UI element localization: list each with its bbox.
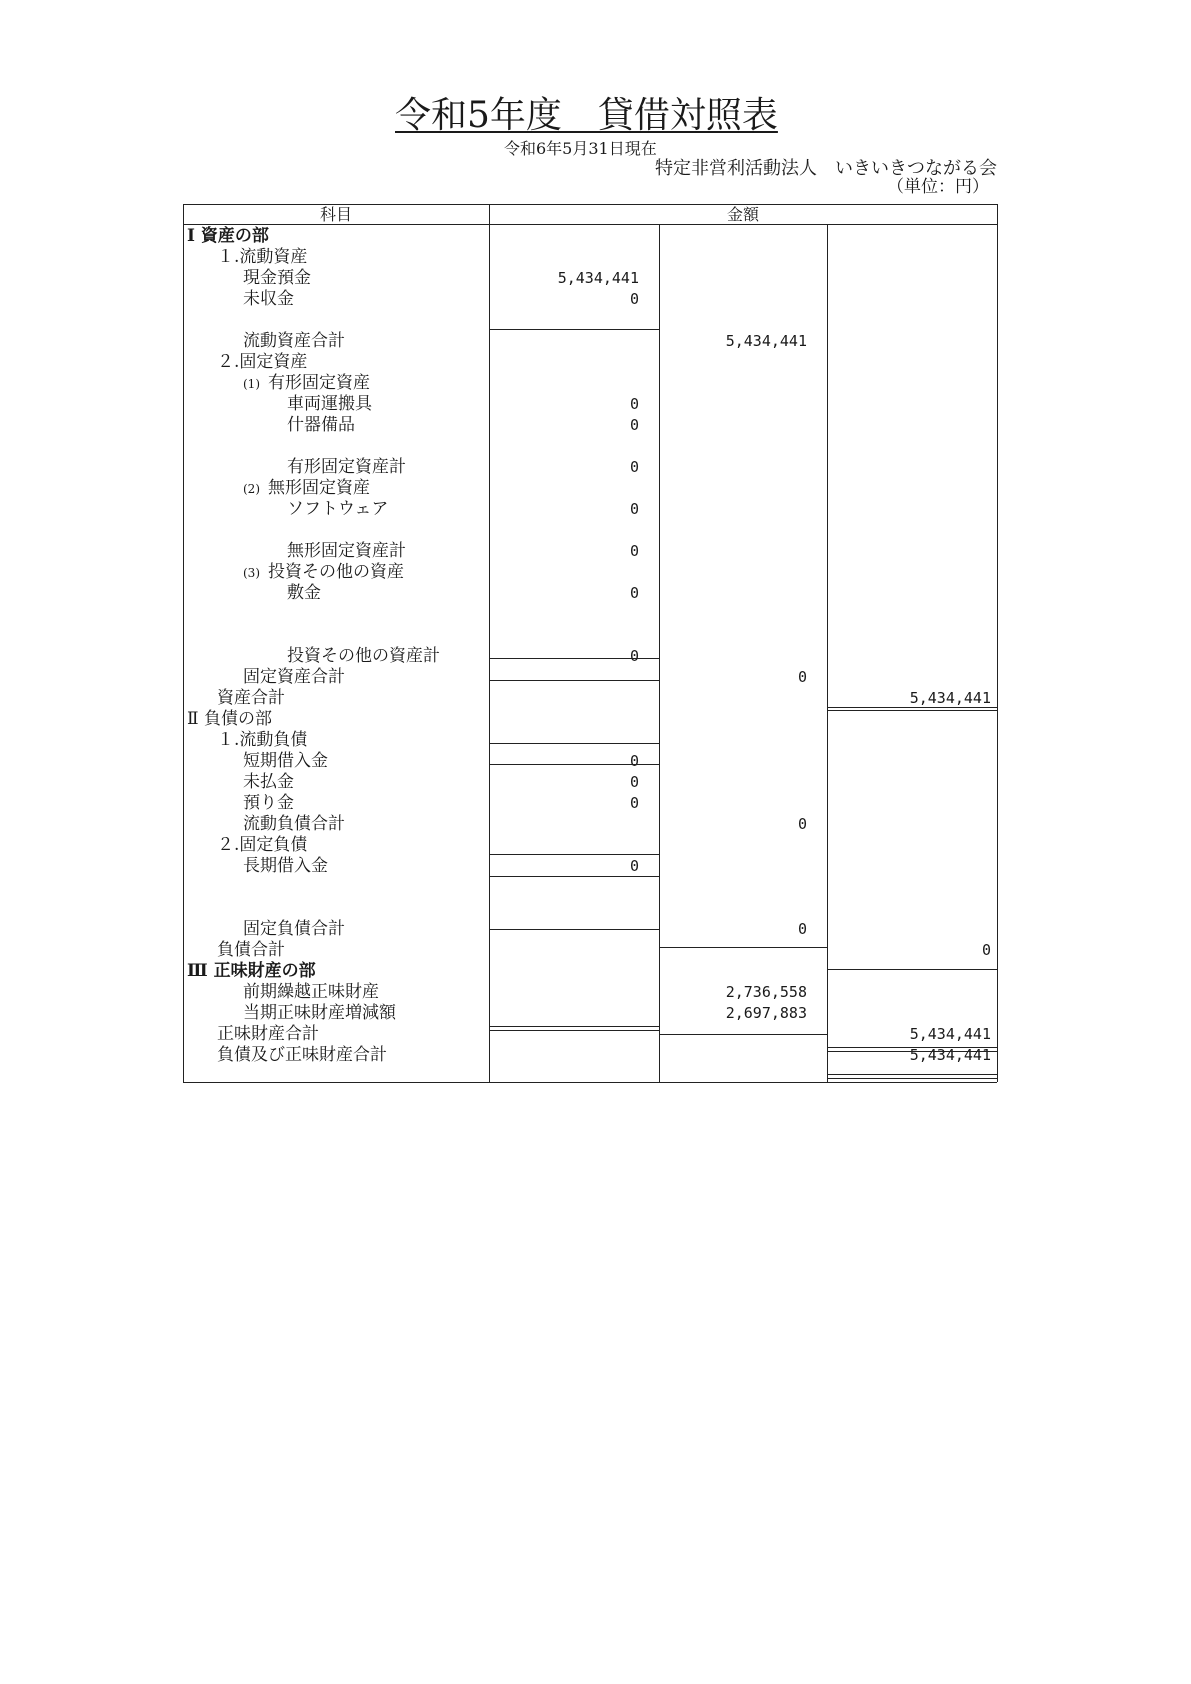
row-label-text: Ⅱ 負債の部 [187,709,272,729]
row-label-text: 流動負債合計 [243,814,345,834]
amount-cell: 5,434,441 [909,689,991,707]
rule-line [827,1047,997,1048]
rule-line [827,969,997,970]
amount-cell: 0 [629,794,639,812]
row-label-text: １.流動負債 [217,730,308,750]
row-label-text: 投資その他の資産 [268,562,404,582]
rule-line [489,1026,659,1027]
row-label [287,646,440,667]
column-divider [659,224,660,1082]
table-row [183,289,997,310]
row-label-text: ２.固定負債 [217,835,308,855]
row-label [243,331,345,352]
row-label-text: 固定資産合計 [243,667,345,687]
row-label-text: 預り金 [243,793,294,813]
row-label-text: １.流動資産 [217,247,308,267]
row-label-text: 無形固定資産 [268,478,370,498]
page-title: 令和5年度 貸借対照表 [395,95,778,136]
amount-cell: 5,434,441 [557,269,639,287]
row-label [243,751,328,772]
row-label [217,688,285,709]
row-label [287,415,355,436]
row-label [243,814,345,835]
table-row [183,982,997,1003]
amount-cell: 0 [981,941,991,959]
as-of-date: 令和6年5月31日現在 [504,139,657,158]
table-border [183,1082,997,1083]
row-label-text: Ⅰ 資産の部 [187,226,269,246]
table-row [183,1045,997,1066]
amount-cell: 2,697,883 [725,1004,807,1022]
row-label [287,583,321,604]
spacer-row [183,436,997,457]
row-label-text: 現金預金 [243,268,311,288]
rule-line [489,743,659,744]
table-row [183,688,997,709]
amount-cell: 0 [629,458,639,476]
column-header-subject: 科目 [319,205,352,224]
row-label [287,394,372,415]
spacer-row [183,520,997,541]
row-label [243,856,328,877]
row-label-text: Ⅲ 正味財産の部 [187,961,316,981]
row-label-text: 短期借入金 [243,751,328,771]
amount-cell: 0 [797,668,807,686]
row-label [187,709,272,730]
row-label [217,352,307,373]
amount-cell: 5,434,441 [909,1046,991,1064]
header-rule [183,224,997,225]
table-row [183,667,997,688]
row-label [217,1024,319,1045]
row-label-text: 資産合計 [217,688,285,708]
row-label-text: 未払金 [243,772,294,792]
table-row [183,1003,997,1024]
row-label [243,982,379,1003]
table-row [183,247,997,268]
rule-line [827,710,997,711]
table-row [183,751,997,772]
table-row [183,814,997,835]
table-row [183,646,997,667]
row-label [217,940,285,961]
table-row [183,562,997,583]
amount-cell: 0 [629,395,639,413]
amount-cell: 5,434,441 [725,332,807,350]
row-label [243,667,345,688]
amount-cell: 0 [629,290,639,308]
row-item-number: (3) [243,566,260,580]
row-label-text: 正味財産合計 [217,1024,319,1044]
table-row [183,499,997,520]
table-row [183,226,997,247]
row-item-number: (2) [243,482,260,496]
column-divider [827,224,828,1082]
spacer-row [183,310,997,331]
rule-line [489,1030,659,1031]
table-row [183,415,997,436]
rule-line [659,947,827,948]
rule-line [489,680,659,681]
row-label-text: 流動資産合計 [243,331,345,351]
table-row [183,772,997,793]
row-label [243,373,370,395]
row-label [217,247,307,268]
spacer-row [183,625,997,646]
row-label-text: 負債合計 [217,940,285,960]
rule-line [827,1074,997,1075]
row-label [243,1003,396,1024]
rule-line [827,707,997,708]
balance-sheet-table [183,204,997,1082]
row-label [217,730,307,751]
table-row [183,793,997,814]
rule-line [489,764,659,765]
amount-cell: 0 [629,416,639,434]
row-label [243,478,370,500]
column-header-amount: 金額 [726,205,759,224]
row-label [287,457,406,478]
row-label-text: 長期借入金 [243,856,328,876]
row-label [243,289,294,310]
table-border [183,204,184,1082]
rule-line [827,1078,997,1079]
table-row [183,961,997,982]
spacer-row [183,898,997,919]
row-label-text: 投資その他の資産計 [287,646,440,666]
row-label-text: 当期正味財産増減額 [243,1003,396,1023]
amount-cell: 0 [629,500,639,518]
table-row [183,709,997,730]
amount-cell: 5,434,441 [909,1025,991,1043]
row-label-text: 敷金 [287,583,321,603]
rule-line [489,658,659,659]
row-label-text: 無形固定資産計 [287,541,406,561]
row-label-text: 有形固定資産 [268,373,370,393]
rule-line [489,854,659,855]
table-row [183,331,997,352]
row-label [187,961,316,982]
row-label-text: ２.固定資産 [217,352,308,372]
row-label-text: 固定負債合計 [243,919,345,939]
row-item-number: (1) [243,377,260,391]
row-label [287,499,388,520]
row-label [217,1045,387,1066]
row-label-text: 有形固定資産計 [287,457,406,477]
amount-cell: 0 [797,920,807,938]
row-label [217,835,307,856]
row-label [243,772,294,793]
row-label-text: 未収金 [243,289,294,309]
rule-line [659,1034,827,1035]
amount-cell: 0 [629,857,639,875]
amount-cell: 2,736,558 [725,983,807,1001]
row-label-text: ソフトウェア [287,499,389,519]
row-label-text: 負債及び正味財産合計 [217,1045,387,1065]
amount-cell: 0 [629,773,639,791]
table-row [183,352,997,373]
rule-line [827,1051,997,1052]
amount-cell: 0 [629,584,639,602]
spacer-row [183,604,997,625]
column-divider [489,204,490,1082]
amount-cell: 0 [629,542,639,560]
table-row [183,835,997,856]
row-label [187,226,269,247]
table-row [183,730,997,751]
rule-line [489,929,659,930]
rule-line [489,876,659,877]
table-row [183,457,997,478]
row-label [243,268,311,289]
table-row [183,268,997,289]
table-row [183,583,997,604]
row-label [243,793,294,814]
table-row [183,478,997,499]
table-row [183,373,997,394]
amount-cell: 0 [797,815,807,833]
row-label [243,919,345,940]
table-border [997,204,998,1082]
table-row [183,541,997,562]
row-label [243,562,404,584]
table-row [183,940,997,961]
row-label [287,541,406,562]
row-label-text: 車両運搬具 [287,394,372,414]
table-row [183,856,997,877]
table-border [183,204,997,205]
table-row [183,1024,997,1045]
amount-cell: 0 [629,647,639,665]
spacer-row [183,877,997,898]
unit-note: （単位：円） [887,177,989,197]
row-label-text: 什器備品 [287,415,355,435]
table-row [183,394,997,415]
row-label-text: 前期繰越正味財産 [243,982,379,1002]
organization-name: 特定非営利活動法人 いきいきつながる会 [655,158,997,179]
rule-line [489,329,659,330]
amount-cell: 0 [629,752,639,770]
